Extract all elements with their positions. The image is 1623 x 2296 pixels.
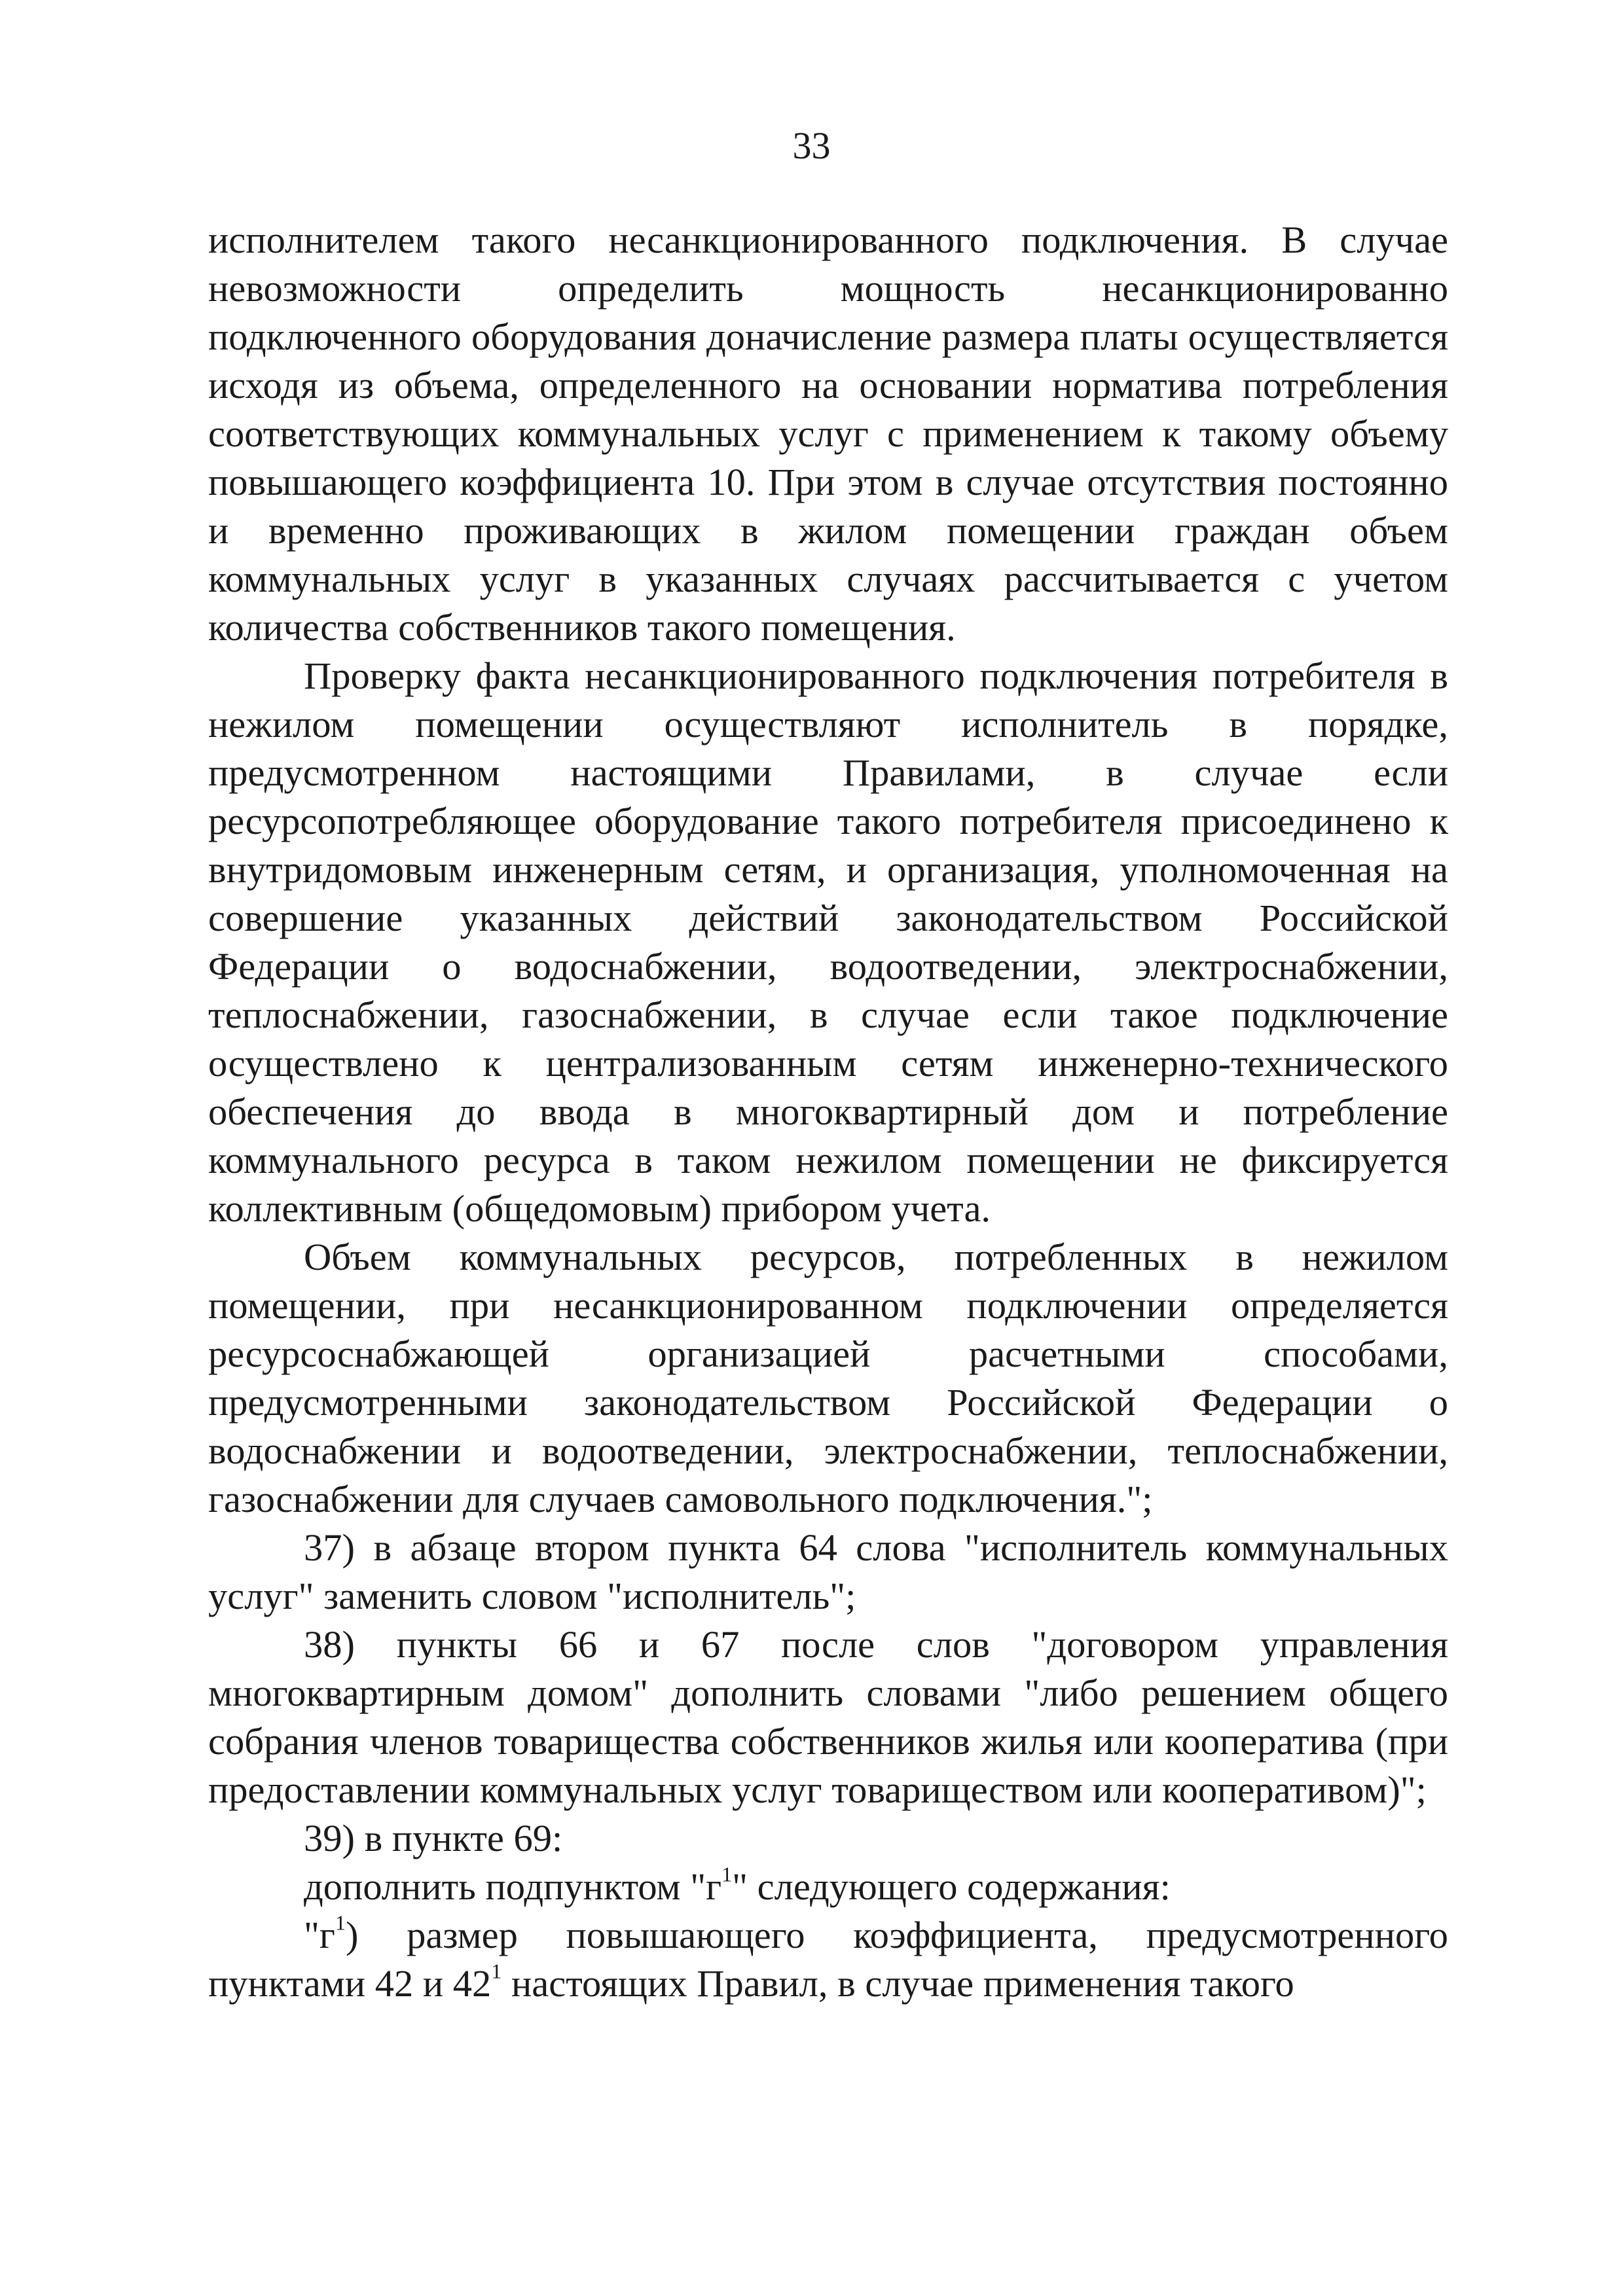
page-number: 33 bbox=[792, 124, 831, 167]
superscript: 1 bbox=[721, 1862, 733, 1886]
paragraph-subitem-g1 bbox=[208, 1911, 1448, 2008]
superscript: 1 bbox=[335, 1910, 346, 1935]
paragraph-item-37: 37) в абзаце втором пункта 64 слова "исполнитель коммунальных услуг" заменить словом "исполнитель"; bbox=[208, 1526, 1448, 1617]
paragraph-add-subitem bbox=[208, 1863, 1448, 1911]
text-segment: ) размер повышающего коэффициента, предусмотренного пунктами 42 и 42 bbox=[208, 1914, 1448, 2005]
paragraph-continuation: исполнителем такого несанкционированного подключения. В случае невозможности определить мощность несанкционированно подключенного оборудования доначисление размера платы осуществляется исходя из объема, определенного на основании норматива потребления соответствующих коммунальных услуг с применением к такому объему повышающего коэффициента 10. При этом в случае отсутствия постоянно и временно проживающих в жилом помещении граждан объем коммунальных услуг в указанных случаях рассчитывается с учетом количества собственников такого помещения. bbox=[208, 219, 1448, 649]
paragraph-inspection: Проверку факта несанкционированного подключения потребителя в нежилом помещении осуществляют исполнитель в порядке, предусмотренном настоящими Правилами, в случае если ресурсопотребляющее оборудование такого потребителя присоединено к внутридомовым инженерным сетям, и организация, уполномоченная на совершение указанных действий законодательством Российской Федерации о водоснабжении, водоотведении, электроснабжении, теплоснабжении, газоснабжении, в случае если такое подключение осуществлено к централизованным сетям инженерно-технического обеспечения до ввода в многоквартирный дом и потребление коммунального ресурса в таком нежилом помещении не фиксируется коллективным (общедомовым) прибором учета. bbox=[208, 655, 1448, 1230]
text-segment: дополнить подпунктом "г bbox=[304, 1865, 722, 1908]
paragraph-item-39: 39) в пункте 69: bbox=[304, 1817, 563, 1859]
text-segment: " следующего содержания: bbox=[732, 1865, 1171, 1908]
document-body bbox=[208, 216, 1448, 2008]
paragraph-item-38: 38) пункты 66 и 67 после слов "договором управления многоквартирным домом" дополнить словами "либо решением общего собрания членов товарищества собственников жилья или кооператива (при предоставлении коммунальных услуг товариществом или кооперативом)"; bbox=[208, 1623, 1448, 1811]
text-segment: настоящих Правил, в случае применения такого bbox=[501, 1962, 1294, 2005]
paragraph-volume: Объем коммунальных ресурсов, потребленных в нежилом помещении, при несанкционированном подключении определяется ресурсоснабжающей организацией расчетными способами, предусмотренными законодательством Российской Федерации о водоснабжении и водоотведении, электроснабжении, теплоснабжении, газоснабжении для случаев самовольного подключения."; bbox=[208, 1236, 1448, 1520]
superscript: 1 bbox=[491, 1959, 502, 1983]
text-segment: "г bbox=[304, 1914, 335, 1956]
